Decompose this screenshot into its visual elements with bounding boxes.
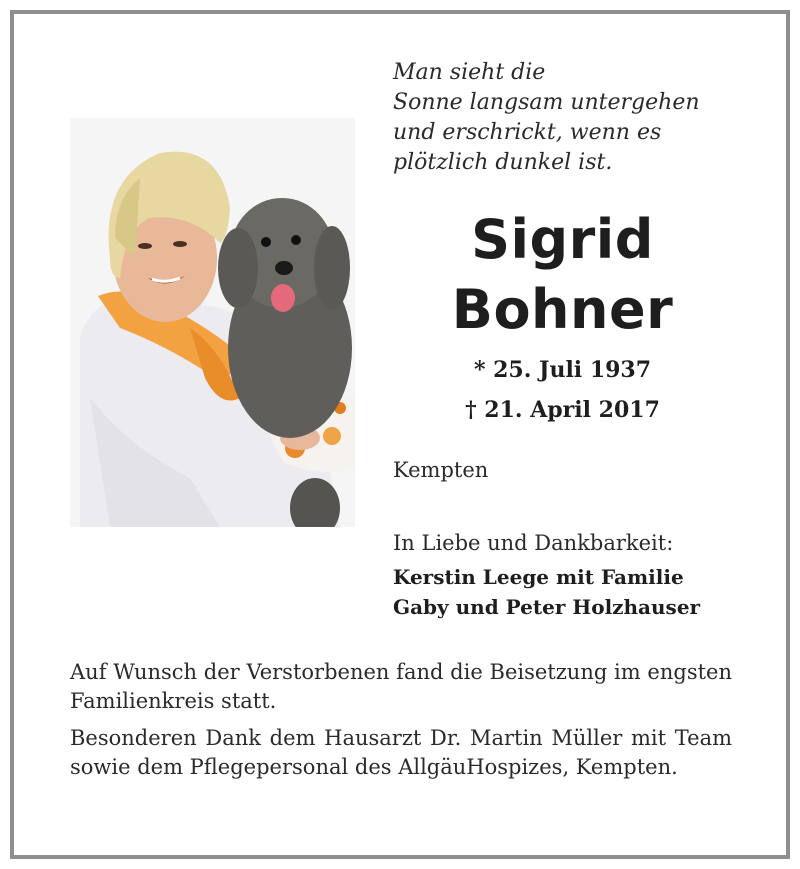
poem — [393, 58, 753, 178]
poem-line: Sonne langsam untergehen — [393, 90, 700, 115]
mourner-name: Kerstin Leege mit Familie — [393, 565, 684, 589]
notice — [70, 658, 732, 790]
death-date: † 21. April 2017 — [465, 397, 660, 423]
mourners — [393, 528, 700, 622]
birth-date: * 25. Juli 1937 — [473, 357, 652, 383]
last-name: Bohner — [451, 278, 674, 341]
poem-line: plötzlich dunkel ist. — [393, 150, 613, 175]
place: Kempten — [393, 458, 489, 482]
mourner-name: Gaby und Peter Holzhauser — [393, 595, 701, 619]
life-dates — [390, 350, 735, 430]
notice-paragraph: Besonderen Dank dem Hausarzt Dr. Martin Müller mit Team sowie dem Pflegepersonal des AllgäuHospizes, Kempten. — [70, 726, 732, 779]
notice-paragraph: Auf Wunsch der Verstorbenen fand die Beisetzung im engsten Familienkreis statt. — [70, 660, 732, 713]
portrait-photo — [70, 118, 355, 527]
poem-line: Man sieht die — [393, 60, 546, 85]
first-name: Sigrid — [471, 208, 654, 271]
deceased-name — [390, 205, 735, 345]
poem-line: und erschrickt, wenn es — [393, 120, 662, 145]
mourners-intro: In Liebe und Dankbarkeit: — [393, 531, 674, 555]
